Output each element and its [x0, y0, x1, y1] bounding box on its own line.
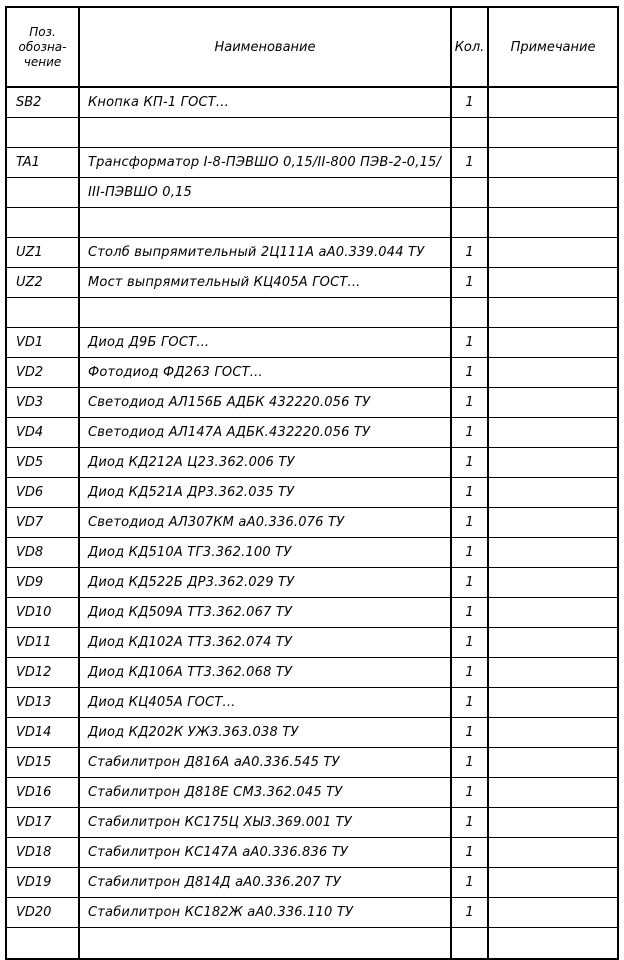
quantity-cell: 1 — [451, 598, 488, 628]
name-cell: Диод КЦ405А ГОСТ... — [79, 688, 451, 718]
quantity-cell: 1 — [451, 418, 488, 448]
table-row — [6, 778, 618, 808]
table-row — [6, 898, 618, 928]
header-name: Наименование — [79, 7, 451, 87]
quantity-cell: 1 — [451, 568, 488, 598]
header-position-line2: обозна- — [18, 39, 67, 54]
table-row — [6, 748, 618, 778]
table-row — [6, 718, 618, 748]
note-cell — [488, 448, 618, 478]
position-cell: VD16 — [6, 778, 79, 808]
table-row — [6, 328, 618, 358]
quantity-cell: 1 — [451, 538, 488, 568]
position-cell: VD6 — [6, 478, 79, 508]
header-position-line3: чение — [23, 54, 62, 69]
quantity-cell: 1 — [451, 238, 488, 268]
name-cell: Фотодиод ФД263 ГОСТ... — [79, 358, 451, 388]
name-cell: Диод КД202К УЖ3.363.038 ТУ — [79, 718, 451, 748]
note-cell — [488, 838, 618, 868]
position-cell — [6, 118, 79, 148]
position-cell: VD2 — [6, 358, 79, 388]
note-cell — [488, 538, 618, 568]
quantity-cell: 1 — [451, 448, 488, 478]
name-cell: Диод КД102А ТТ3.362.074 ТУ — [79, 628, 451, 658]
name-cell: Диод КД522Б ДР3.362.029 ТУ — [79, 568, 451, 598]
name-cell: Кнопка КП-1 ГОСТ... — [79, 87, 451, 118]
note-cell — [488, 898, 618, 928]
quantity-cell: 1 — [451, 148, 488, 178]
quantity-cell — [451, 178, 488, 208]
quantity-cell: 1 — [451, 508, 488, 538]
table-row — [6, 418, 618, 448]
note-cell — [488, 178, 618, 208]
note-cell — [488, 87, 618, 118]
name-cell: Диод КД510А ТГ3.362.100 ТУ — [79, 538, 451, 568]
position-cell — [6, 178, 79, 208]
name-cell: Стабилитрон Д818Е СМ3.362.045 ТУ — [79, 778, 451, 808]
quantity-cell — [451, 928, 488, 960]
name-cell: Стабилитрон КС175Ц ХЫ3.369.001 ТУ — [79, 808, 451, 838]
position-cell: VD12 — [6, 658, 79, 688]
quantity-cell — [451, 118, 488, 148]
position-cell: VD18 — [6, 838, 79, 868]
name-cell: Стабилитрон КС182Ж аА0.336.110 ТУ — [79, 898, 451, 928]
note-cell — [488, 208, 618, 238]
note-cell — [488, 778, 618, 808]
header-position-line1: Поз. — [29, 24, 56, 39]
note-cell — [488, 688, 618, 718]
position-cell: VD14 — [6, 718, 79, 748]
quantity-cell: 1 — [451, 688, 488, 718]
quantity-cell: 1 — [451, 628, 488, 658]
quantity-cell: 1 — [451, 268, 488, 298]
note-cell — [488, 358, 618, 388]
position-cell — [6, 298, 79, 328]
table-row — [6, 658, 618, 688]
table-row — [6, 538, 618, 568]
name-cell — [79, 928, 451, 960]
note-cell — [488, 328, 618, 358]
note-cell — [488, 628, 618, 658]
name-cell: Мост выпрямительный КЦ405А ГОСТ... — [79, 268, 451, 298]
table-row — [6, 388, 618, 418]
name-cell: Трансформатор I-8-ПЭВШО 0,15/II-800 ПЭВ-2-0,15/ — [79, 148, 451, 178]
quantity-cell: 1 — [451, 748, 488, 778]
note-cell — [488, 418, 618, 448]
table-row — [6, 358, 618, 388]
name-cell: Диод КД521А ДР3.362.035 ТУ — [79, 478, 451, 508]
quantity-cell — [451, 208, 488, 238]
position-cell: VD17 — [6, 808, 79, 838]
header-note: Примечание — [488, 7, 618, 87]
name-cell — [79, 118, 451, 148]
note-cell — [488, 598, 618, 628]
quantity-cell: 1 — [451, 328, 488, 358]
table-row — [6, 688, 618, 718]
name-cell: Светодиод АЛ156Б АДБК 432220.056 ТУ — [79, 388, 451, 418]
note-cell — [488, 808, 618, 838]
table-row — [6, 298, 618, 328]
table-row — [6, 87, 618, 118]
table-row — [6, 178, 618, 208]
table-row — [6, 868, 618, 898]
quantity-cell — [451, 298, 488, 328]
quantity-cell: 1 — [451, 478, 488, 508]
table-row — [6, 118, 618, 148]
name-cell: Светодиод АЛ307КМ аА0.336.076 ТУ — [79, 508, 451, 538]
table-row — [6, 598, 618, 628]
position-cell: SB2 — [6, 87, 79, 118]
position-cell: VD1 — [6, 328, 79, 358]
name-cell: Стабилитрон КС147А аА0.336.836 ТУ — [79, 838, 451, 868]
table-row — [6, 628, 618, 658]
position-cell: VD4 — [6, 418, 79, 448]
table-row — [6, 148, 618, 178]
name-cell: Столб выпрямительный 2Ц111А аА0.339.044 ТУ — [79, 238, 451, 268]
note-cell — [488, 718, 618, 748]
position-cell — [6, 208, 79, 238]
note-cell — [488, 868, 618, 898]
name-cell: Стабилитрон Д814Д аА0.336.207 ТУ — [79, 868, 451, 898]
quantity-cell: 1 — [451, 778, 488, 808]
table-row — [6, 838, 618, 868]
quantity-cell: 1 — [451, 838, 488, 868]
table-row — [6, 508, 618, 538]
quantity-cell: 1 — [451, 658, 488, 688]
position-cell: VD15 — [6, 748, 79, 778]
position-cell: VD7 — [6, 508, 79, 538]
position-cell: VD13 — [6, 688, 79, 718]
quantity-cell: 1 — [451, 808, 488, 838]
table-header — [6, 7, 618, 87]
header-position — [6, 7, 79, 87]
note-cell — [488, 388, 618, 418]
table-body — [6, 87, 618, 959]
position-cell: VD8 — [6, 538, 79, 568]
table-row — [6, 808, 618, 838]
note-cell — [488, 238, 618, 268]
header-quantity: Кол. — [451, 7, 488, 87]
quantity-cell: 1 — [451, 898, 488, 928]
position-cell: UZ2 — [6, 268, 79, 298]
note-cell — [488, 748, 618, 778]
name-cell: III-ПЭВШО 0,15 — [79, 178, 451, 208]
position-cell: TA1 — [6, 148, 79, 178]
table-row — [6, 268, 618, 298]
note-cell — [488, 928, 618, 960]
name-cell: Диод КД509А ТТ3.362.067 ТУ — [79, 598, 451, 628]
table-row — [6, 238, 618, 268]
name-cell: Диод Д9Б ГОСТ... — [79, 328, 451, 358]
specification-table — [5, 6, 619, 960]
name-cell: Диод КД212А Ц23.362.006 ТУ — [79, 448, 451, 478]
position-cell: VD11 — [6, 628, 79, 658]
note-cell — [488, 298, 618, 328]
position-cell: VD9 — [6, 568, 79, 598]
table-row — [6, 478, 618, 508]
position-cell: VD19 — [6, 868, 79, 898]
note-cell — [488, 118, 618, 148]
note-cell — [488, 508, 618, 538]
quantity-cell: 1 — [451, 358, 488, 388]
position-cell: UZ1 — [6, 238, 79, 268]
note-cell — [488, 268, 618, 298]
position-cell: VD5 — [6, 448, 79, 478]
position-cell: VD20 — [6, 898, 79, 928]
note-cell — [488, 148, 618, 178]
name-cell: Светодиод АЛ147А АДБК.432220.056 ТУ — [79, 418, 451, 448]
name-cell: Стабилитрон Д816А аА0.336.545 ТУ — [79, 748, 451, 778]
note-cell — [488, 658, 618, 688]
name-cell: Диод КД106А ТТ3.362.068 ТУ — [79, 658, 451, 688]
table-row — [6, 928, 618, 960]
position-cell: VD3 — [6, 388, 79, 418]
position-cell: VD10 — [6, 598, 79, 628]
name-cell — [79, 298, 451, 328]
position-cell — [6, 928, 79, 960]
quantity-cell: 1 — [451, 718, 488, 748]
table-row — [6, 568, 618, 598]
note-cell — [488, 568, 618, 598]
table-row — [6, 448, 618, 478]
quantity-cell: 1 — [451, 388, 488, 418]
name-cell — [79, 208, 451, 238]
quantity-cell: 1 — [451, 868, 488, 898]
table-row — [6, 208, 618, 238]
quantity-cell: 1 — [451, 87, 488, 118]
note-cell — [488, 478, 618, 508]
